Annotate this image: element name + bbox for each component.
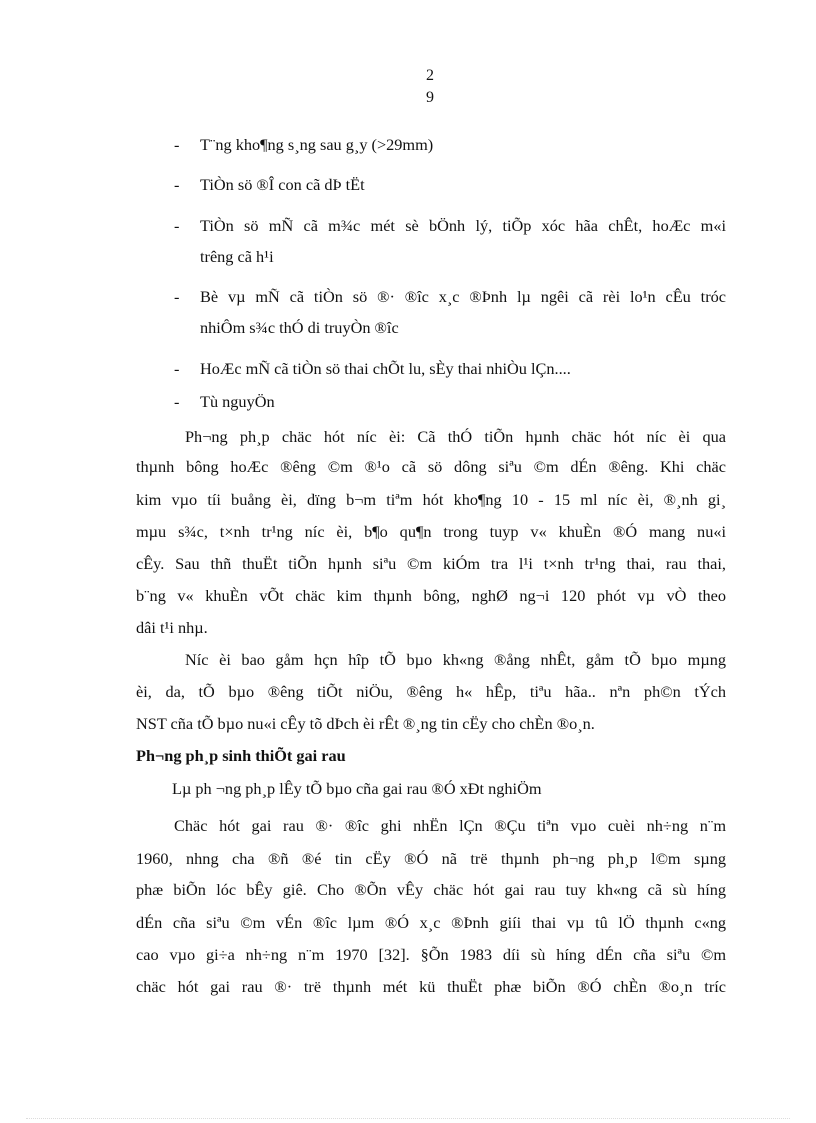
bullet-dash: - <box>174 135 180 154</box>
paragraph-line: thµnh bông hoÆc ®êng ©m ®¹o cã sö dông siªu ©m dÉn ®êng. Khi chäc <box>136 457 726 476</box>
paragraph-line: Chäc hót gai rau ®· ®îc ghi nhËn lÇn ®Çu tiªn vµo cuèi nh÷ng n¨m <box>174 816 726 835</box>
bullet-text: HoÆc mÑ cã tiÒn sö thai chÕt lu, sÈy thai nhiÒu lÇn.... <box>200 359 571 378</box>
paragraph-line: Ph¬ng ph¸p chäc hót níc èi: Cã thÓ tiÕn hµnh chäc hót níc èi qua <box>185 427 726 446</box>
section-subline: Lµ ph ¬ng ph¸p lÊy tÕ bµo cña gai rau ®Ó xÐt nghiÖm <box>172 779 542 798</box>
bullet-text: trêng cã h¹i <box>200 247 274 266</box>
bullet-dash: - <box>174 392 180 411</box>
page-number-digit: 9 <box>426 89 434 106</box>
paragraph-line: mµu s¾c, t×nh tr¹ng níc èi, b¶o qu¶n trong tuyp v« khuÈn ®Ó mang nu«i <box>136 522 726 541</box>
paragraph-line: chäc hót gai rau ®· trë thµnh mét kü thuËt phæ biÕn ®Ó chÈn ®o¸n tríc <box>136 977 726 996</box>
section-heading: Ph¬ng ph¸p sinh thiÕt gai rau <box>136 746 346 765</box>
paragraph-line: Níc èi bao gåm hçn hîp tÕ bµo kh«ng ®ång nhÊt, gåm tÕ bµo mµng <box>185 650 726 669</box>
paragraph-line: cao vµo gi÷a nh÷ng n¨m 1970 [32]. §Õn 1983 díi sù híng dÉn cña siªu ©m <box>136 945 726 964</box>
bullet-text: Bè vµ mÑ cã tiÒn sö ®· ®îc x¸c ®Þnh lµ ngêi cã rèi lo¹n cÊu tróc <box>200 287 726 306</box>
bullet-text: Tù nguyÖn <box>200 392 275 411</box>
bullet-text: TiÒn sö ®Î con cã dÞ tËt <box>200 175 365 194</box>
paragraph-line: kim vµo tíi buång èi, dïng b¬m tiªm hót kho¶ng 10 - 15 ml níc èi, ®¸nh gi¸ <box>136 490 726 509</box>
paragraph-line: b¨ng v« khuÈn vÕt chäc kim thµnh bông, nghØ ng¬i 120 phót vµ vÒ theo <box>136 586 726 605</box>
bullet-text: T¨ng kho¶ng s¸ng sau g¸y (>29mm) <box>200 135 434 154</box>
bullet-dash: - <box>174 287 180 306</box>
paragraph-line: phæ biÕn lóc bÊy giê. Cho ®Õn vÊy chäc hót gai rau tuy kh«ng cã sù híng <box>136 880 726 899</box>
page-number-digit: 2 <box>426 67 434 84</box>
bullet-dash: - <box>174 216 180 235</box>
bullet-dash: - <box>174 175 180 194</box>
bullet-dash: - <box>174 359 180 378</box>
paragraph-line: NST cña tÕ bµo nu«i cÊy tõ dÞch èi rÊt ®¸ng tin cËy cho chÈn ®o¸n. <box>136 714 595 733</box>
paragraph-line: èi, da, tÕ bµo ®êng tiÕt niÖu, ®êng h« hÊp, tiªu hãa.. nªn ph©n tÝch <box>136 682 726 701</box>
bullet-text: TiÒn sö mÑ cã m¾c mét sè bÖnh lý, tiÕp xóc hãa chÊt, hoÆc m«i <box>200 216 726 235</box>
page-bottom-divider <box>26 1118 790 1119</box>
paragraph-line: dâi t¹i nhµ. <box>136 618 208 637</box>
paragraph-line: dÉn cña siªu ©m vÉn ®îc lµm ®Ó x¸c ®Þnh giíi thai vµ tû lÖ thµnh c«ng <box>136 913 726 932</box>
bullet-text: nhiÔm s¾c thÓ di truyÒn ®îc <box>200 318 399 337</box>
paragraph-line: 1960, nhng cha ®ñ ®é tin cËy ®Ó nã trë thµnh ph¬ng ph¸p l©m sµng <box>136 849 726 868</box>
paragraph-line: cÊy. Sau thñ thuËt tiÕn hµnh siªu ©m kiÓm tra l¹i t×nh tr¹ng thai, rau thai, <box>136 554 726 573</box>
